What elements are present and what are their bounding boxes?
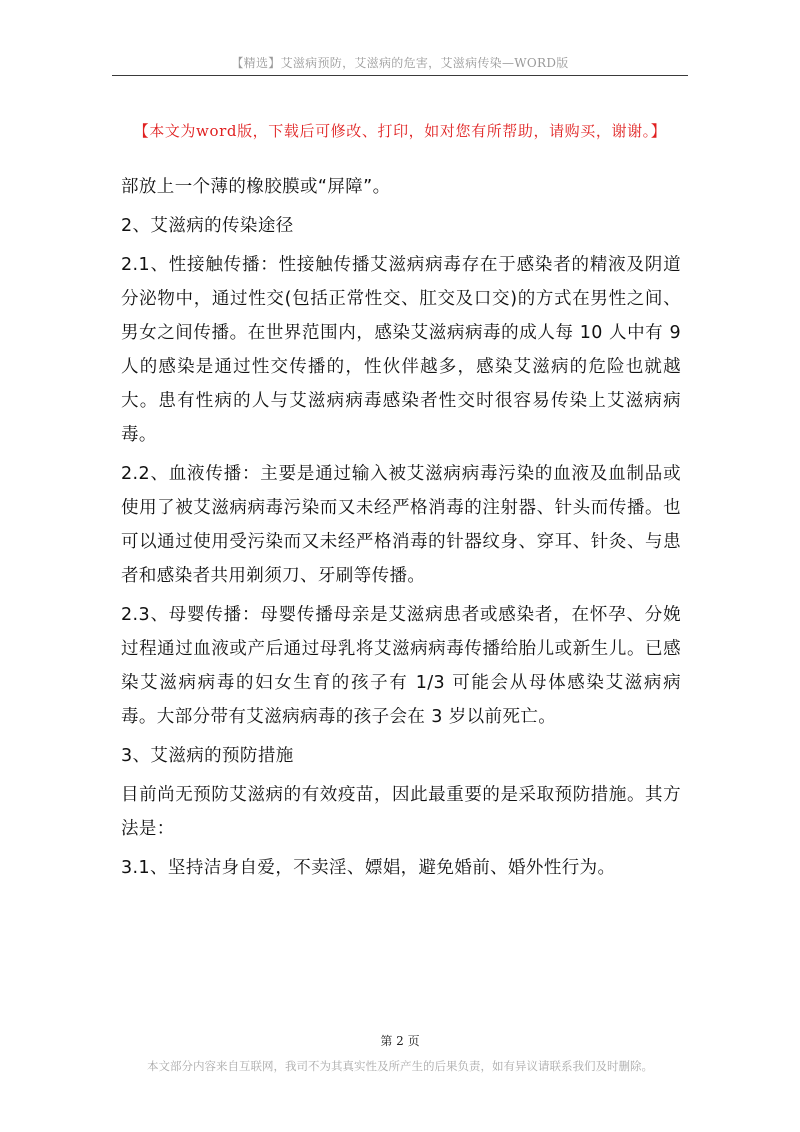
section-heading-prevention: 3、艾滋病的预防措施: [121, 746, 294, 766]
document-header: 【精选】艾滋病预防，艾滋病的危害，艾滋病传染—WORD版: [231, 56, 569, 70]
paragraph-prevention-item-1: 3.1、坚持洁身自爱，不卖淫、嫖娼，避免婚前、婚外性行为。: [121, 858, 616, 878]
download-notice: 【本文为word版，下载后可修改、打印，如对您有所帮助，请购买，谢谢。】: [133, 122, 667, 140]
paragraph-blood-transmission: 2.2、血液传播：主要是通过输入被艾滋病病毒污染的血液及血制品或使用了被艾滋病病毒污染而又未经严格消毒的注射器、针头而传播。也可以通过使用受污染而又未经严格消毒的针器纹身、穿耳、针灸、与患者和感染者共用剃须刀、牙刷等传播。: [121, 464, 681, 586]
footer-disclaimer: 本文部分内容来自互联网，我司不为其真实性及所产生的后果负责，如有异议请联系我们及时删除。: [147, 1059, 653, 1073]
paragraph-prevention-intro: 目前尚无预防艾滋病的有效疫苗，因此最重要的是采取预防措施。其方法是：: [121, 785, 681, 839]
page-number: 第 2 页: [380, 1034, 420, 1048]
header-divider: [112, 75, 688, 76]
document-body: [121, 170, 681, 890]
paragraph-continuation: 部放上一个薄的橡胶膜或“屏障”。: [121, 177, 391, 197]
paragraph-mother-child-transmission: 2.3、母婴传播：母婴传播母亲是艾滋病患者或感染者，在怀孕、分娩过程通过血液或产后通过母乳将艾滋病病毒传播给胎儿或新生儿。已感染艾滋病病毒的妇女生育的孩子有 1/3 可能会从母体感染艾滋病病毒。大部分带有艾滋病病毒的孩子会在 3 岁以前死亡。: [121, 605, 681, 727]
paragraph-sexual-transmission: 2.1、性接触传播：性接触传播艾滋病病毒存在于感染者的精液及阴道分泌物中，通过性交(包括正常性交、肛交及口交)的方式在男性之间、男女之间传播。在世界范围内，感染艾滋病病毒的成人每 10 人中有 9 人的感染是通过性交传播的，性伙伴越多，感染艾滋病的危险也就越大。患有性病的人与艾滋病病毒感染者性交时很容易传染上艾滋病病毒。: [121, 255, 681, 445]
section-heading-transmission: 2、艾滋病的传染途径: [121, 216, 294, 236]
